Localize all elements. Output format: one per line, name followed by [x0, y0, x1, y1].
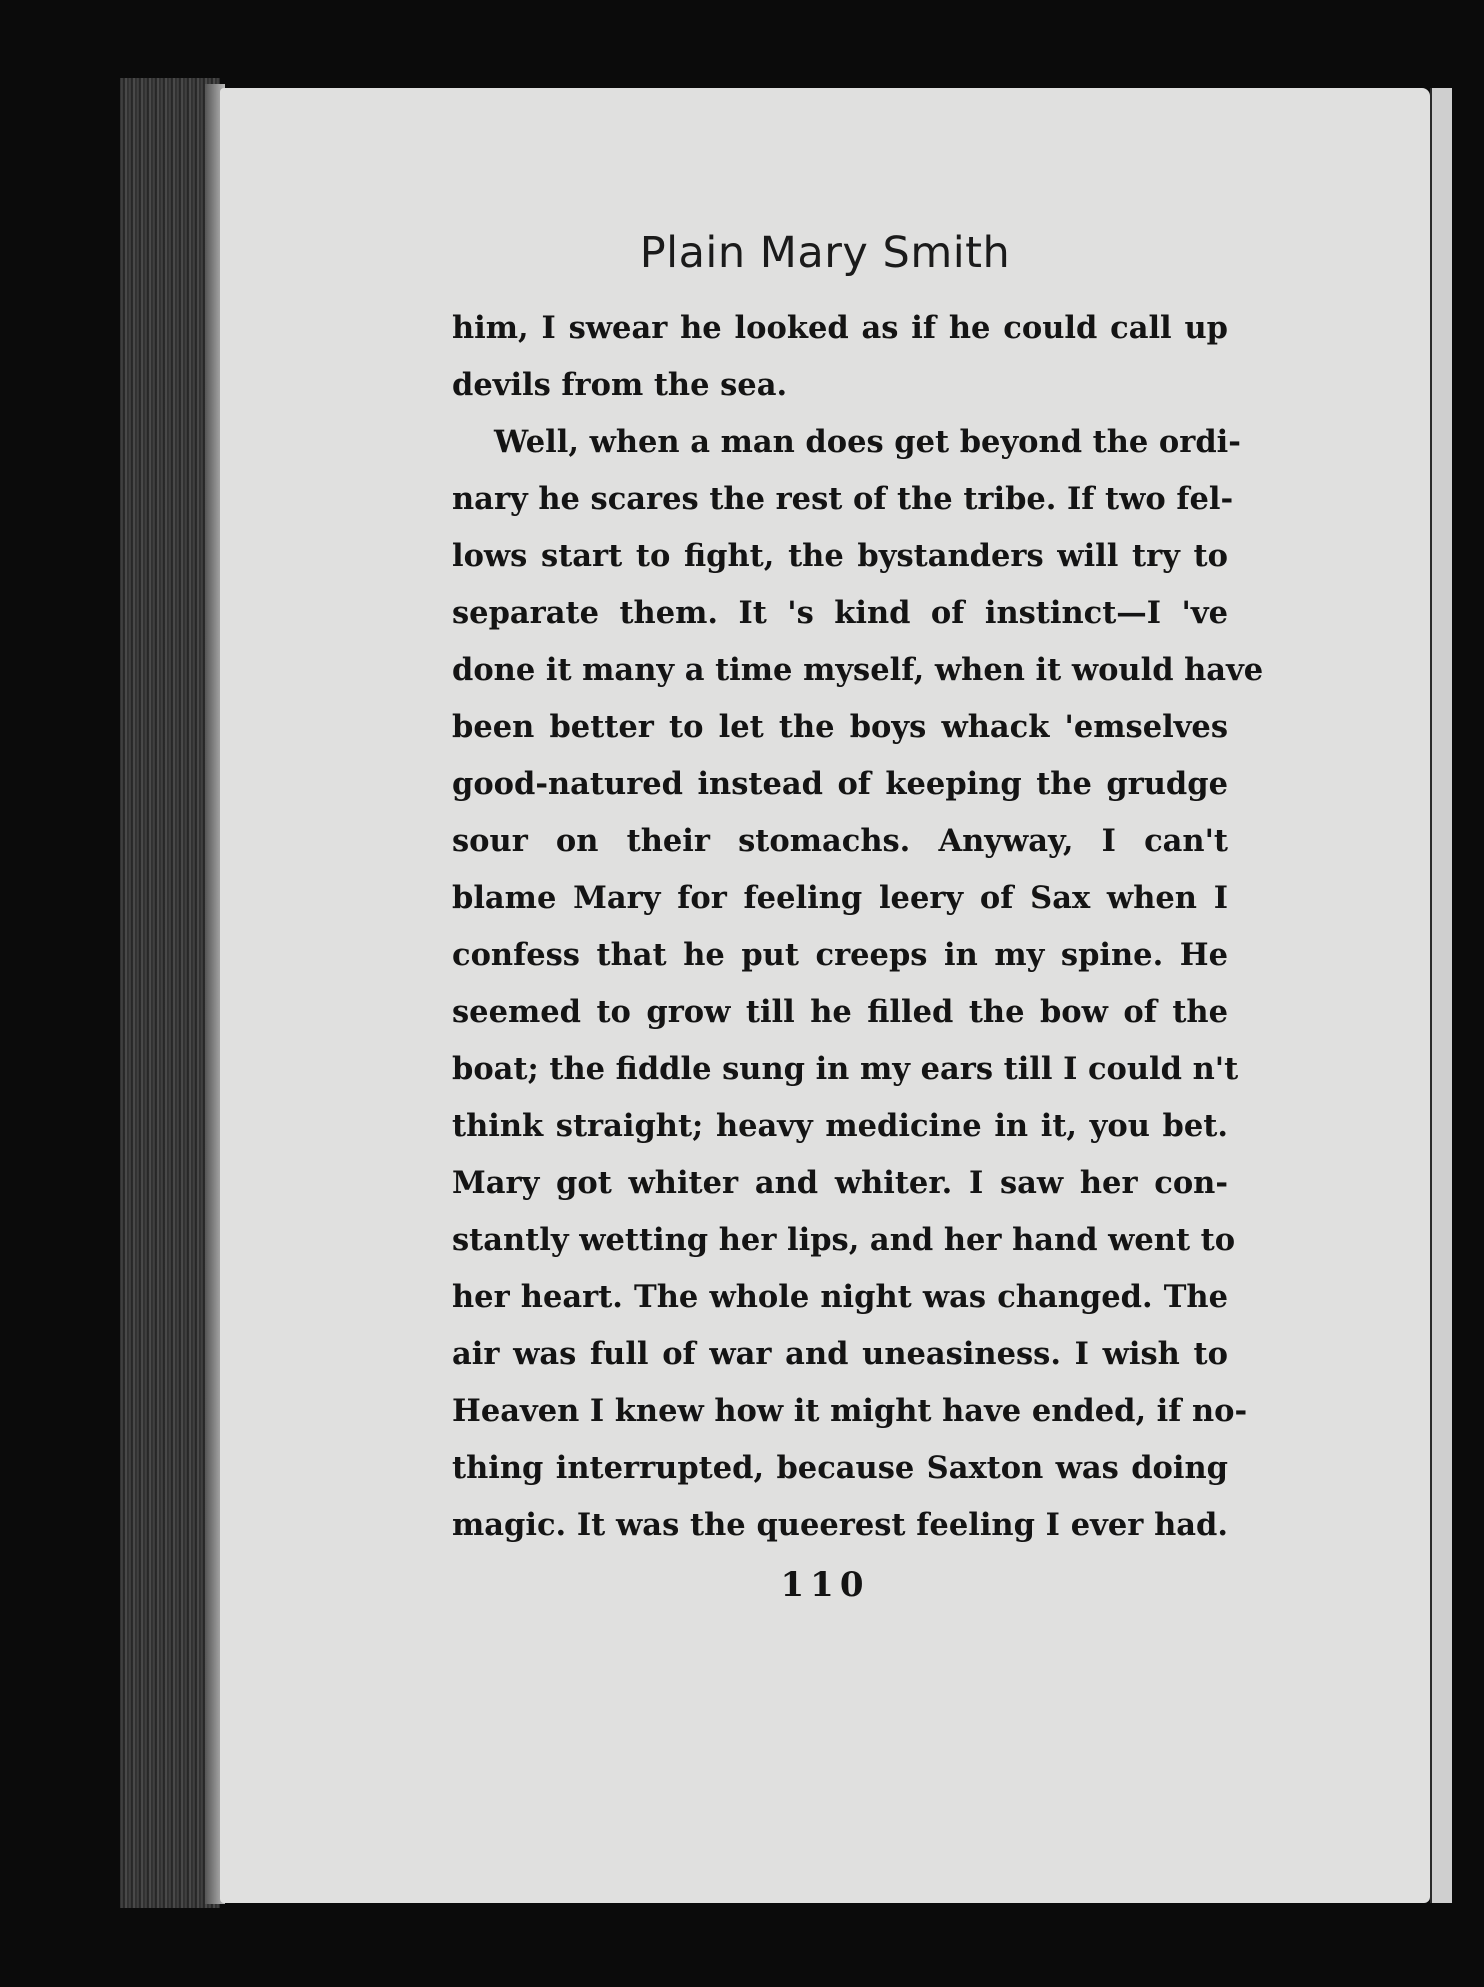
text-line: lows start to fight, the bystanders will try to [452, 538, 1228, 574]
text-line: blame Mary for feeling leery of Sax when I [452, 880, 1228, 916]
text-line: done it many a time myself, when it would have [452, 652, 1264, 688]
text-line: air was full of war and uneasiness. I wish to [452, 1336, 1228, 1372]
running-head: Plain Mary Smith [639, 228, 1011, 278]
scan-right-border [1452, 80, 1484, 1910]
text-line: good-natured instead of keeping the grudge [452, 766, 1228, 802]
text-line: stantly wetting her lips, and her hand went to [452, 1222, 1236, 1258]
text-line: nary he scares the rest of the tribe. If two fel- [452, 481, 1234, 517]
text-line: boat; the fiddle sung in my ears till I could n't [452, 1051, 1239, 1087]
text-line: her heart. The whole night was changed. The [452, 1279, 1228, 1315]
text-line: Heaven I knew how it might have ended, if no- [452, 1393, 1248, 1429]
text-line: him, I swear he looked as if he could call up [452, 310, 1228, 346]
text-line: devils from the sea. [452, 367, 788, 403]
page-number: 110 [780, 1565, 870, 1605]
text-line: seemed to grow till he filled the bow of the [452, 994, 1228, 1030]
text-line: sour on their stomachs. Anyway, I can't [452, 823, 1228, 859]
text-line: Well, when a man does get beyond the ordi- [494, 424, 1241, 460]
text-line: thing interrupted, because Saxton was doing [452, 1450, 1228, 1486]
text-line: been better to let the boys whack 'emselves [452, 709, 1228, 745]
text-line: think straight; heavy medicine in it, you bet. [452, 1108, 1228, 1144]
text-line: separate them. It 's kind of instinct—I 've [452, 595, 1228, 631]
facing-page-edge [1430, 88, 1452, 1903]
page-body-text [452, 300, 1264, 1554]
text-line: confess that he put creeps in my spine. He [452, 937, 1228, 973]
text-line: Mary got whiter and whiter. I saw her con- [452, 1165, 1228, 1201]
text-line: magic. It was the queerest feeling I ever had. [452, 1507, 1228, 1543]
